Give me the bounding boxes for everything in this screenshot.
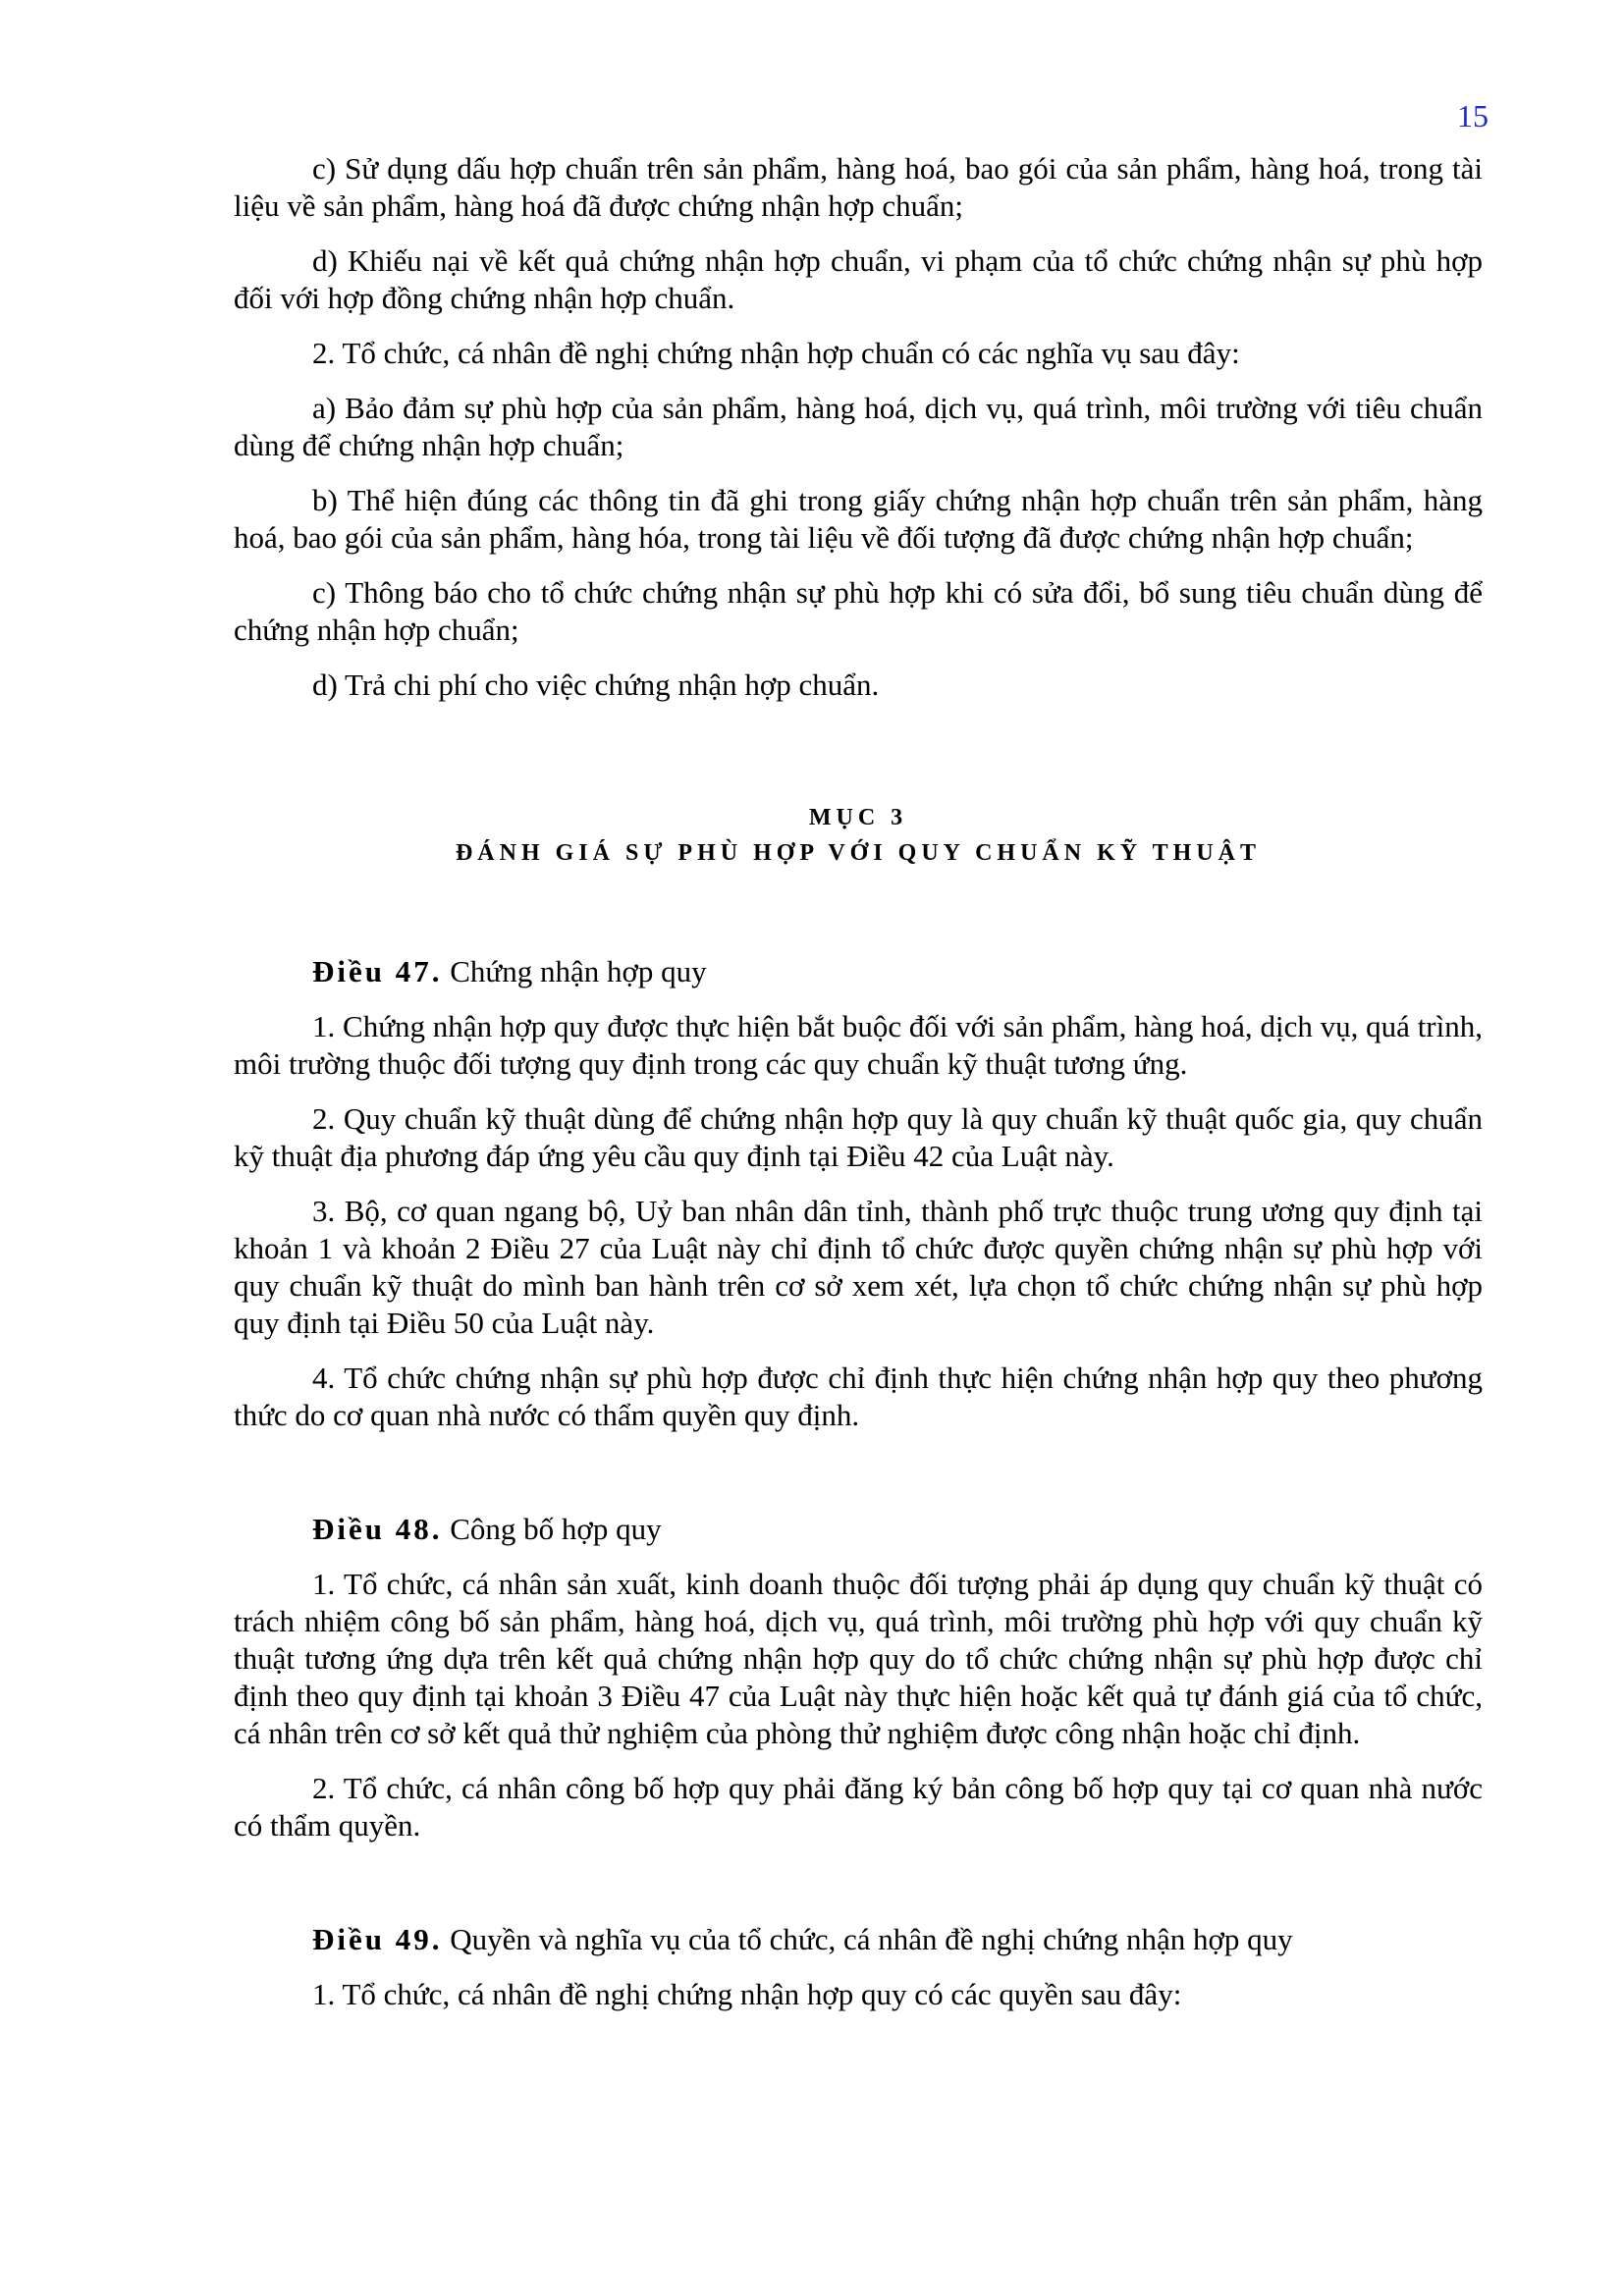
paragraph: a) Bảo đảm sự phù hợp của sản phẩm, hàng hoá, dịch vụ, quá trình, môi trường với tiêu chuẩn dùng để chứng nhận hợp chuẩn; — [234, 391, 1483, 462]
article-title: Chứng nhận hợp quy — [450, 954, 707, 988]
paragraph: b) Thể hiện đúng các thông tin đã ghi trong giấy chứng nhận hợp chuẩn trên sản phẩm, hàng hoá, bao gói của sản phẩm, hàng hóa, trong tài liệu về đối tượng đã được chứng nhận hợp chuẩn; — [234, 483, 1483, 555]
page-content — [234, 150, 1483, 2031]
paragraph: 2. Quy chuẩn kỹ thuật dùng để chứng nhận hợp quy là quy chuẩn kỹ thuật quốc gia, quy chuẩn kỹ thuật địa phương đáp ứng yêu cầu quy định tại Điều 42 của Luật này. — [234, 1101, 1483, 1173]
paragraph: 1. Tổ chức, cá nhân sản xuất, kinh doanh thuộc đối tượng phải áp dụng quy chuẩn kỹ thuật có trách nhiệm công bố sản phẩm, hàng hoá, dịch vụ, quá trình, môi trường phù hợp với quy chuẩn kỹ thuật tương ứng dựa trên kết quả chứng nhận hợp quy do tổ chức chứng nhận sự phù hợp được chỉ định theo quy định tại khoản 3 Điều 47 của Luật này thực hiện hoặc kết quả tự đánh giá của tổ chức, cá nhân trên cơ sở kết quả thử nghiệm của phòng thử nghiệm được công nhận hoặc chỉ định. — [234, 1567, 1483, 1750]
article-49-heading — [234, 1921, 1483, 1958]
article-title: Quyền và nghĩa vụ của tổ chức, cá nhân đề nghị chứng nhận hợp quy — [450, 1922, 1293, 1956]
article-title: Công bố hợp quy — [450, 1512, 662, 1546]
section-label: MỤC 3 — [808, 805, 908, 830]
spacer — [234, 1452, 1483, 1511]
page-number: 15 — [1457, 98, 1489, 133]
article-number: Điều 48. — [312, 1512, 443, 1546]
paragraph: 1. Tổ chức, cá nhân đề nghị chứng nhận hợp quy có các quyền sau đây: — [312, 1977, 1182, 2011]
paragraph: c) Thông báo cho tổ chức chứng nhận sự phù hợp khi có sửa đổi, bổ sung tiêu chuẩn dùng để chứng nhận hợp chuẩn; — [234, 575, 1483, 647]
section-title: ĐÁNH GIÁ SỰ PHÙ HỢP VỚI QUY CHUẨN KỸ THUẬT — [455, 840, 1262, 866]
paragraph: 3. Bộ, cơ quan ngang bộ, Uỷ ban nhân dân tỉnh, thành phố trực thuộc trung ương quy định tại khoản 1 và khoản 2 Điều 27 của Luật này chỉ định tổ chức được quyền chứng nhận sự phù hợp với quy chuẩn kỹ thuật do mình ban hành trên cơ sở xem xét, lựa chọn tổ chức chứng nhận sự phù hợp quy định tại Điều 50 của Luật này. — [234, 1194, 1483, 1340]
paragraph: d) Khiếu nại về kết quả chứng nhận hợp chuẩn, vi phạm của tổ chức chứng nhận sự phù hợp đối với hợp đồng chứng nhận hợp chuẩn. — [234, 243, 1483, 315]
paragraph: 2. Tổ chức, cá nhân đề nghị chứng nhận hợp chuẩn có các nghĩa vụ sau đây: — [312, 336, 1240, 370]
paragraph: 1. Chứng nhận hợp quy được thực hiện bắt buộc đối với sản phẩm, hàng hoá, dịch vụ, quá trình, môi trường thuộc đối tượng quy định trong các quy chuẩn kỹ thuật tương ứng. — [234, 1009, 1483, 1081]
paragraph: 4. Tổ chức chứng nhận sự phù hợp được chỉ định thực hiện chứng nhận hợp quy theo phương thức do cơ quan nhà nước có thẩm quyền quy định. — [234, 1361, 1483, 1432]
paragraph: c) Sử dụng dấu hợp chuẩn trên sản phẩm, hàng hoá, bao gói của sản phẩm, hàng hoá, trong tài liệu về sản phẩm, hàng hoá đã được chứng nhận hợp chuẩn; — [234, 151, 1483, 223]
article-number: Điều 49. — [312, 1922, 443, 1956]
article-number: Điều 47. — [312, 954, 443, 988]
paragraph: 2. Tổ chức, cá nhân công bố hợp quy phải đăng ký bản công bố hợp quy tại cơ quan nhà nước có thẩm quyền. — [234, 1771, 1483, 1842]
article-48-heading — [234, 1511, 1483, 1548]
paragraph: d) Trả chi phí cho việc chứng nhận hợp chuẩn. — [312, 667, 880, 702]
section-heading — [234, 800, 1483, 871]
article-47-heading — [234, 953, 1483, 990]
spacer — [234, 1862, 1483, 1921]
